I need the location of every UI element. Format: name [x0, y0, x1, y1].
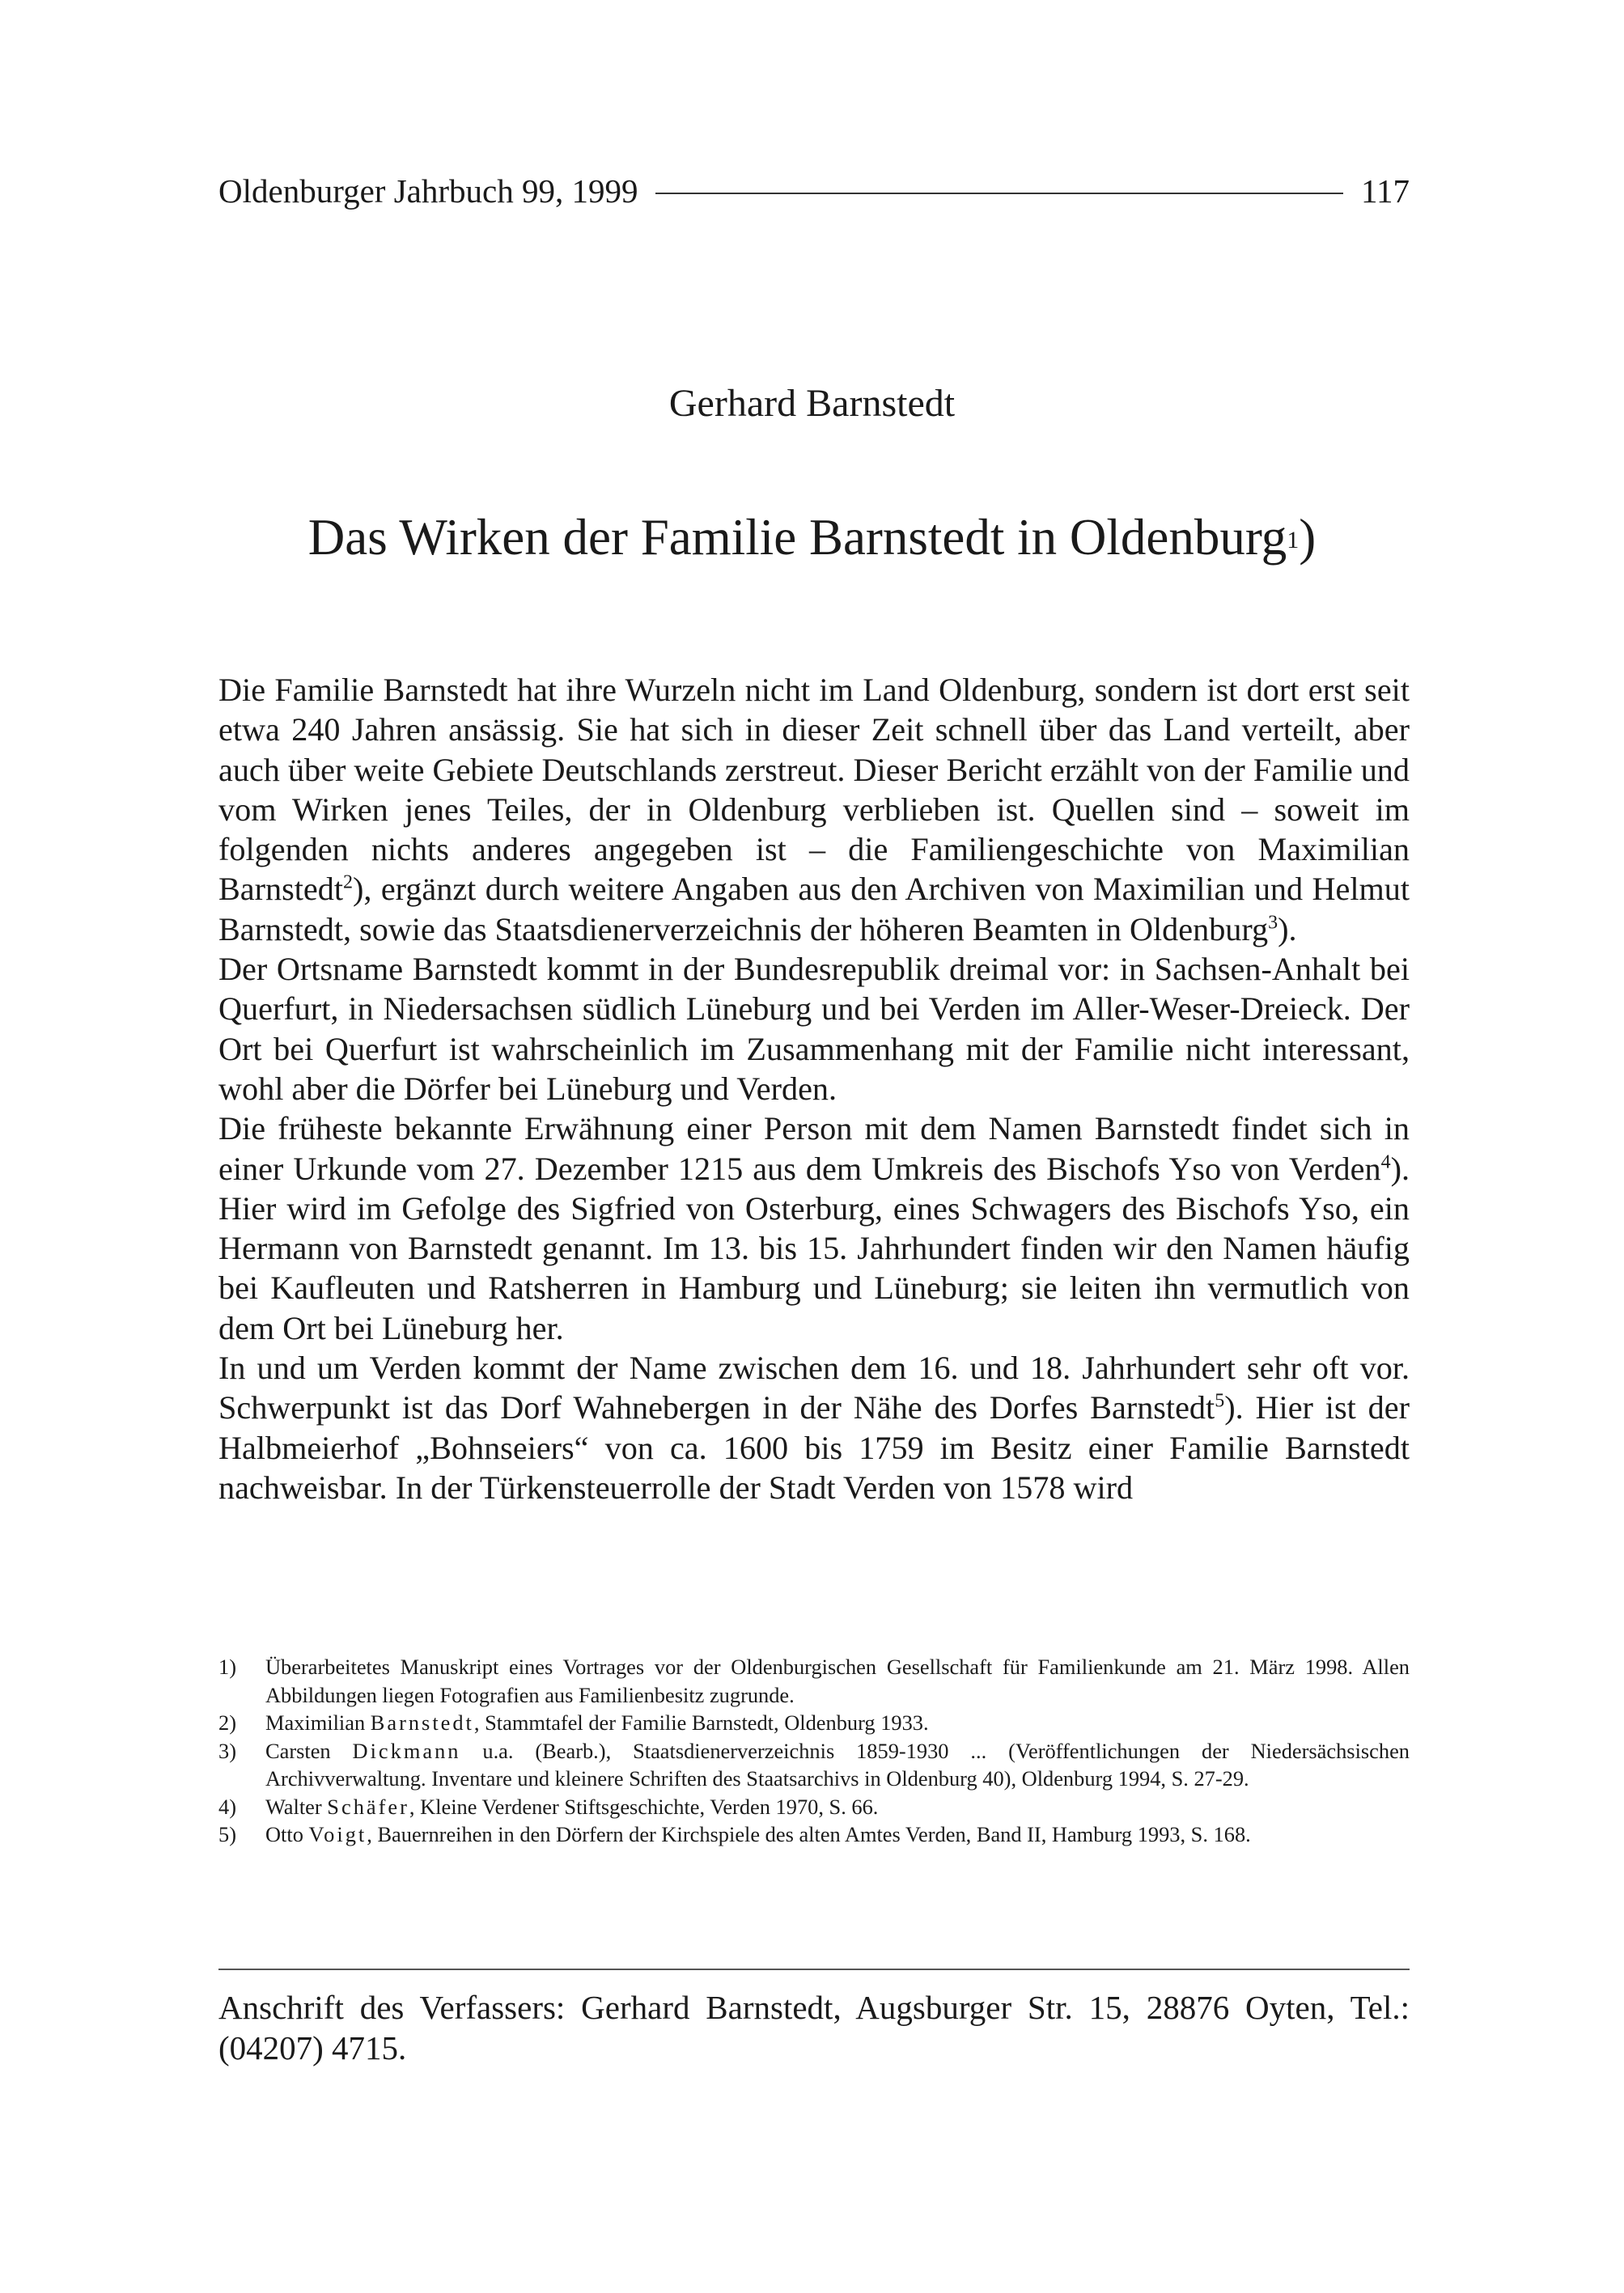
paragraph-4-text-a: In und um Verden kommt der Name zwischen dem 16. und 18. Jahrhundert sehr oft vor. Schwerpunkt ist das Dorf Wahnebergen in der Nähe des Dorfes Barnstedt — [218, 1350, 1410, 1426]
footnote-author-first: Maximilian — [265, 1710, 366, 1735]
footnote-1 — [218, 1653, 1410, 1709]
paragraph-2: Der Ortsname Barnstedt kommt in der Bundesrepublik dreimal vor: in Sachsen-Anhalt bei Querfurt, in Niedersachsen südlich Lüneburg und bei Verden im Aller-Weser-Dreieck. Der Ort bei Querfurt ist wahrscheinlich im Zusammenhang mit der Familie nicht interessant, wohl aber die Dörfer bei Lüneburg und Verden. — [218, 951, 1410, 1107]
title-footnote-ref: 1 — [1287, 527, 1300, 553]
paragraph-3 — [218, 1108, 1410, 1348]
footnote-text: , Kleine Verdener Stiftsgeschichte, Verden 1970, S. 66. — [409, 1794, 879, 1819]
footnote-text: , Stammtafel der Familie Barnstedt, Oldenburg 1933. — [473, 1710, 929, 1735]
footnote-text: u.a. (Bearb.), Staatsdienerverzeichnis 1859-1930 ... (Veröffentlichungen der Niedersächsischen Archivverwaltung. Inventare und kleinere Schriften des Staatsarchivs in Oldenburg 40), Oldenburg 1994, S. 27-29. — [265, 1738, 1410, 1791]
footnote-number: 5) — [218, 1822, 236, 1846]
footnotes — [218, 1653, 1410, 1849]
footnote-author-surname: Voigt — [308, 1822, 367, 1846]
footnote-ref-4: 4 — [1380, 1151, 1391, 1173]
footnote-text: Überarbeitetes Manuskript eines Vortrages vor der Oldenburgischen Gesellschaft für Familienkunde am 21. März 1998. Allen Abbildungen liegen Fotografien aus Familienbesitz zugrunde. — [265, 1655, 1410, 1707]
header-rule — [655, 193, 1343, 194]
footnote-body — [265, 1737, 1410, 1793]
footnote-number: 2) — [218, 1710, 236, 1735]
journal-title: Oldenburger Jahrbuch 99, 1999 — [218, 172, 638, 210]
footnote-author-first: Carsten — [265, 1738, 331, 1763]
footnote-body — [265, 1793, 1410, 1821]
footnote-4 — [218, 1793, 1410, 1821]
footnote-number: 3) — [218, 1738, 236, 1763]
footnote-5 — [218, 1820, 1410, 1849]
title-text: Das Wirken der Familie Barnstedt in Oldenburg — [307, 509, 1287, 566]
footnote-3 — [218, 1737, 1410, 1793]
paragraph-3-text-b: ). Hier wird im Gefolge des Sigfried von Osterburg, eines Schwagers des Bischofs Yso, ein Hermann von Barnstedt genannt. Im 13. bis 15. Jahrhundert finden wir den Namen häufig bei Kaufleuten und Ratsherren in Hamburg und Lüneburg; sie leiten ihn vermutlich von dem Ort bei Lüneburg her. — [218, 1150, 1410, 1346]
footnote-ref-5: 5 — [1215, 1390, 1225, 1412]
paragraph-1 — [218, 670, 1410, 949]
author-name: Gerhard Barnstedt — [668, 382, 956, 425]
address-divider — [218, 1969, 1410, 1970]
paragraph-4 — [218, 1348, 1410, 1507]
running-header — [218, 172, 1410, 210]
paragraph-1-text-b: ), ergänzt durch weitere Angaben aus den Archiven von Maximilian und Helmut Barnstedt, sowie das Staatsdienerverzeichnis der höheren Beamten in Oldenburg — [218, 871, 1410, 947]
footnote-author-first: Otto — [265, 1822, 303, 1846]
footnote-author-surname: Dickmann — [352, 1738, 461, 1763]
footnote-body — [265, 1709, 1410, 1737]
footnote-body — [265, 1820, 1410, 1849]
footnote-text: , Bauernreihen in den Dörfern der Kirchspiele des alten Amtes Verden, Band II, Hamburg 1993, S. 168. — [367, 1822, 1251, 1846]
footnote-number: 4) — [218, 1794, 236, 1819]
title-paren: ) — [1299, 509, 1317, 566]
paragraph-3-text-a: Die früheste bekannte Erwähnung einer Person mit dem Namen Barnstedt findet sich in einer Urkunde vom 27. Dezember 1215 aus dem Umkreis des Bischofs Yso von Verden — [218, 1110, 1410, 1187]
footnote-ref-3: 3 — [1268, 912, 1278, 934]
footnote-number: 1) — [218, 1655, 236, 1679]
footnote-author-surname: Barnstedt — [370, 1710, 474, 1735]
paragraph-4-text-b: ). Hier ist der Halbmeierhof „Bohnseiers“ von ca. 1600 bis 1759 im Besitz einer Familie Barnstedt nachweisbar. In der Türkensteuerrolle der Stadt Verden von 1578 wird — [218, 1389, 1410, 1506]
article-title — [0, 506, 1624, 568]
page-number: 117 — [1361, 172, 1410, 210]
footnote-ref-2: 2 — [343, 872, 354, 894]
footnote-2 — [218, 1709, 1410, 1737]
footnote-author-first: Walter — [265, 1794, 322, 1819]
footnote-author-surname: Schäfer — [327, 1794, 409, 1819]
paragraph-1-text-c: ). — [1278, 910, 1297, 947]
paragraph-1-text-a: Die Familie Barnstedt hat ihre Wurzeln nicht im Land Oldenburg, sondern ist dort erst seit etwa 240 Jahren ansässig. Sie hat sich in dieser Zeit schnell über das Land verteilt, aber auch über weite Gebiete Deutschlands zerstreut. Dieser Bericht erzählt von der Familie und vom Wirken jenes Teiles, der in Oldenburg verblieben ist. Quellen sind – soweit im folgenden nichts anderes angegeben ist – die Familiengeschichte von Maximilian Barnstedt — [218, 672, 1410, 908]
author-address: Anschrift des Verfassers: Gerhard Barnstedt, Augsburger Str. 15, 28876 Oyten, Tel.: (04207) 4715. — [218, 1989, 1410, 2066]
article-body — [218, 670, 1410, 1507]
